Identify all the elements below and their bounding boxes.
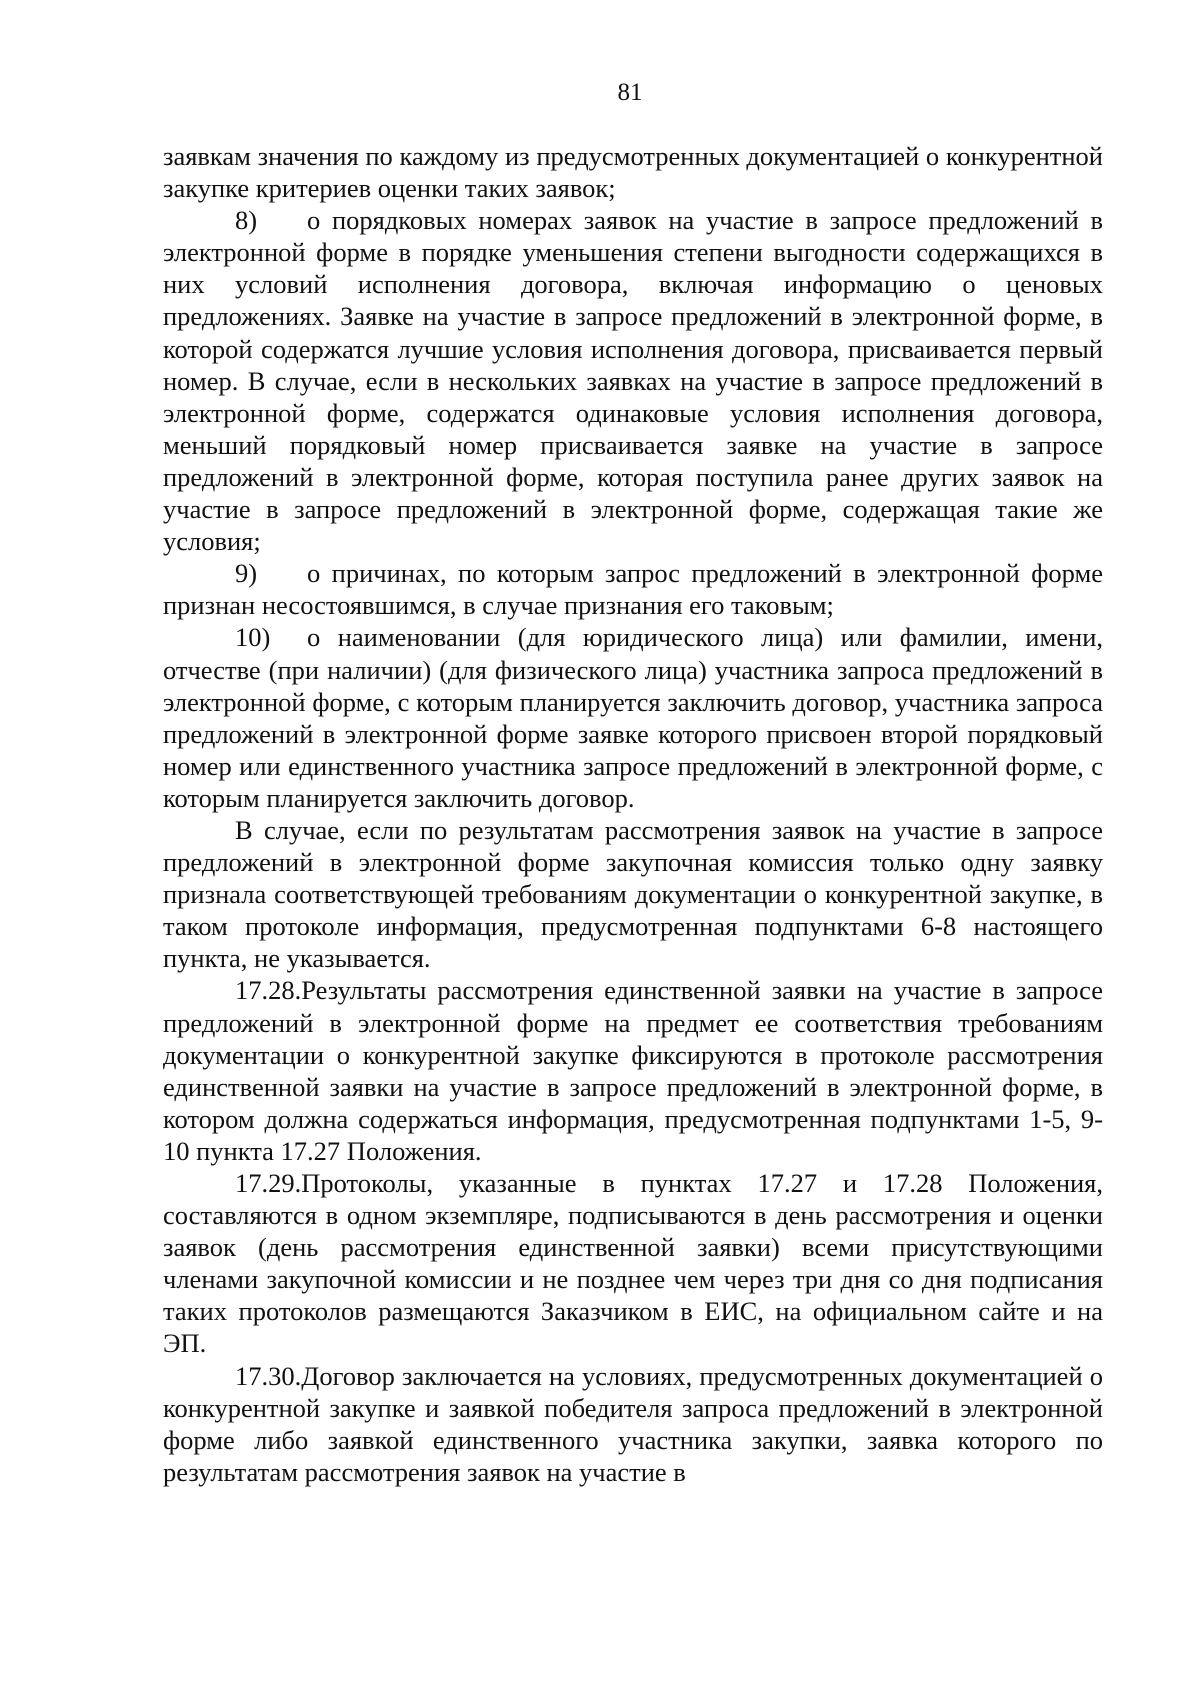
paragraph-text: Договор заключается на условиях, предусмотренных документацией о конкурентной закупке и заявкой победителя запроса предложений в электронной форме либо заявкой единственного участника закупки, заявка которого по результатам рассмотрения заявок на участие в [163,1360,1103,1487]
paragraph-text: о порядковых номерах заявок на участие в запросе предложений в электронной форме в порядке уменьшения степени выгодности содержащихся в них условий исполнения договора, включая информацию о ценовых предложениях. Заявке на участие в запросе предложений в электронной форме, в которой содержатся лучшие условия исполнения договора, присваивается первый номер. В случае, если в нескольких заявках на участие в запросе предложений в электронной форме, содержатся одинаковые условия исполнения договора, меньший порядковый номер присваивается заявке на участие в запросе предложений в электронной форме, которая поступила ранее других заявок на участие в запросе предложений в электронной форме, содержащая такие же условия; [163,205,1103,557]
document-body [163,140,1103,1488]
paragraph-single-bid-case [163,814,1103,974]
paragraph-item-9 [163,557,1103,621]
clause-number: 17.30. [235,1360,302,1391]
clause-number: 17.29. [235,1168,302,1198]
paragraph-text: В случае, если по результатам рассмотрения заявок на участие в запросе предложений в электронной форме закупочная комиссия только одну заявку признала соответствующей требованиям документации о конкурентной закупке, в таком протоколе информация, предусмотренная подпунктами 6-8 настоящего пункта, не указывается. [163,814,1103,974]
paragraph-item-10 [163,621,1103,814]
item-number: 8) [235,205,258,236]
page-number: 81 [617,79,643,106]
paragraph-clause-17-28 [163,974,1103,1167]
paragraph-text: о причинах, по которым запрос предложений в электронной форме признан несостоявшимся, в случае признания его таковым; [163,558,1103,621]
paragraph-clause-17-29 [163,1167,1103,1360]
paragraph-item-8 [163,204,1103,557]
item-number: 10) [235,622,271,653]
paragraph-text: Протоколы, указанные в пунктах 17.27 и 17.28 Положения, составляются в одном экземпляре, подписываются в день рассмотрения и оценки заявок (день рассмотрения единственной заявки) всеми присутствующими членами закупочной комиссии и не позднее чем через три дня со дня подписания таких протоколов размещаются Заказчиком в ЕИС, на официальном сайте и на ЭП. [163,1168,1103,1359]
clause-number: 17.28. [235,975,302,1006]
paragraph-text: о наименовании (для юридического лица) или фамилии, имени, отчестве (при наличии) (для физического лица) участника запроса предложений в электронной форме, с которым планируется заключить договор, участника запроса предложений в электронной форме заявке которого присвоен второй порядковый номер или единственного участника запросе предложений в электронной форме, с которым планируется заключить договор. [163,622,1103,813]
paragraph-continuation [163,140,1103,204]
paragraph-text: Результаты рассмотрения единственной заявки на участие в запросе предложений в электронной форме на предмет ее соответствия требованиям документации о конкурентной закупке фиксируются в протоколе рассмотрения единственной заявки на участие в запросе предложений в электронной форме, в котором должна содержаться информация, предусмотренная подпунктами 1-5, 9-10 пункта 17.27 Положения. [163,975,1103,1166]
item-number: 9) [235,558,258,589]
paragraph-clause-17-30 [163,1360,1103,1488]
paragraph-text: заявкам значения по каждому из предусмотренных документацией о конкурентной закупке критериев оценки таких заявок; [163,141,1103,204]
